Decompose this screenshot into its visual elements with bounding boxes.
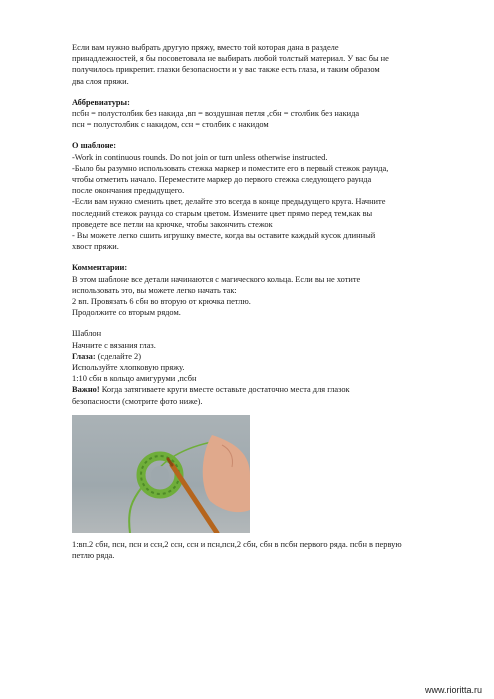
abbreviation-line: псн = полустолбик с накидом, ссн = столбик с накидом [72, 120, 269, 130]
about-section [72, 140, 452, 252]
abbreviation-line: псбн = полустолбик без накида ,вп = воздушная петля ,сбн = столбик без накида [72, 109, 360, 119]
comments-heading: Комментарии: [72, 263, 128, 273]
about-line: - Вы можете легко сшить игрушку вместе, когда вы оставите каждый кусок длинный [72, 231, 376, 241]
after-photo-section [72, 539, 452, 561]
important-label: Важно! [72, 385, 100, 395]
about-line: чтобы отметить начало. Переместите маркер до первого стежка следующего раунда [72, 175, 372, 185]
abbreviations-section [72, 97, 452, 131]
round-instruction: 1:вп.2 сбн, псн, псн и ссн,2 ссн, ссн и псн,псн,2 сбн, сбн в псбн первого ряда. псбн в первую [72, 539, 402, 549]
about-heading: О шаблоне: [72, 141, 117, 151]
round-1-instruction: 1:10 сбн в кольцо амигуруми ,псбн [72, 374, 197, 384]
about-line: -Было бы разумно использовать стежка маркер и поместите его в первый стежок раунда, [72, 163, 389, 173]
intro-line: принадлежностей, я бы посоветовала не выбирать любой толстый материал. У вас бы не [72, 54, 389, 64]
eyes-label: Глаза: [72, 351, 96, 361]
comments-line: использовать это, вы можете легко начать так: [72, 285, 237, 295]
intro-line: Если вам нужно выбрать другую пряжу, вместо той которая дана в разделе [72, 43, 339, 52]
abbreviations-heading: Аббревиатуры: [72, 97, 130, 107]
comments-line: 2 вп. Провязать 6 сбн во вторую от крючка петлю. [72, 297, 251, 307]
pattern-section [72, 328, 452, 406]
about-line: -Work in continuous rounds. Do not join or turn unless otherwise instructed. [72, 152, 328, 162]
crochet-illustration [72, 415, 250, 533]
crochet-photo [72, 415, 250, 533]
important-text: Когда затягиваете круги вместе оставьте достаточно места для глазок [99, 385, 350, 395]
ring-center [151, 466, 169, 484]
eyes-note: (сделайте 2) [95, 351, 142, 361]
pattern-start: Начните с вязания глаз. [72, 340, 156, 350]
about-line: последний стежок раунда со старым цветом. Измените цвет прямо перед тем,как вы [72, 208, 373, 218]
intro-paragraph [72, 42, 452, 87]
eyes-line [72, 351, 452, 362]
watermark-url: www.rioritta.ru [424, 685, 482, 695]
about-line: проведете все петли на крючке, чтобы закончить стежок [72, 219, 273, 229]
about-line: после окончания предыдущего. [72, 186, 185, 196]
intro-line: получилось прикрепит. глазки безопасности и у вас также есть глаза, и таким образом [72, 65, 380, 75]
about-line: -Если вам нужно сменить цвет, делайте это всегда в конце предыдущего круга. Начните [72, 197, 386, 207]
pattern-heading: Шаблон [72, 329, 102, 339]
comments-line: В этом шаблоне все детали начинаются с магического кольца. Если вы не хотите [72, 274, 361, 284]
finger-shape [203, 435, 250, 512]
document-page [72, 42, 452, 561]
about-line: хвост пряжи. [72, 242, 119, 252]
comments-line: Продолжите со вторым рядом. [72, 308, 181, 318]
yarn-tail [129, 487, 142, 533]
important-text-continued: безопасности (смотрите фото ниже). [72, 396, 203, 406]
comments-section [72, 262, 452, 318]
yarn-note: Используйте хлопковую пряжу. [72, 363, 185, 373]
intro-line: два слоя пряжи. [72, 76, 129, 86]
important-line [72, 384, 452, 395]
round-instruction: петлю ряда. [72, 551, 115, 561]
